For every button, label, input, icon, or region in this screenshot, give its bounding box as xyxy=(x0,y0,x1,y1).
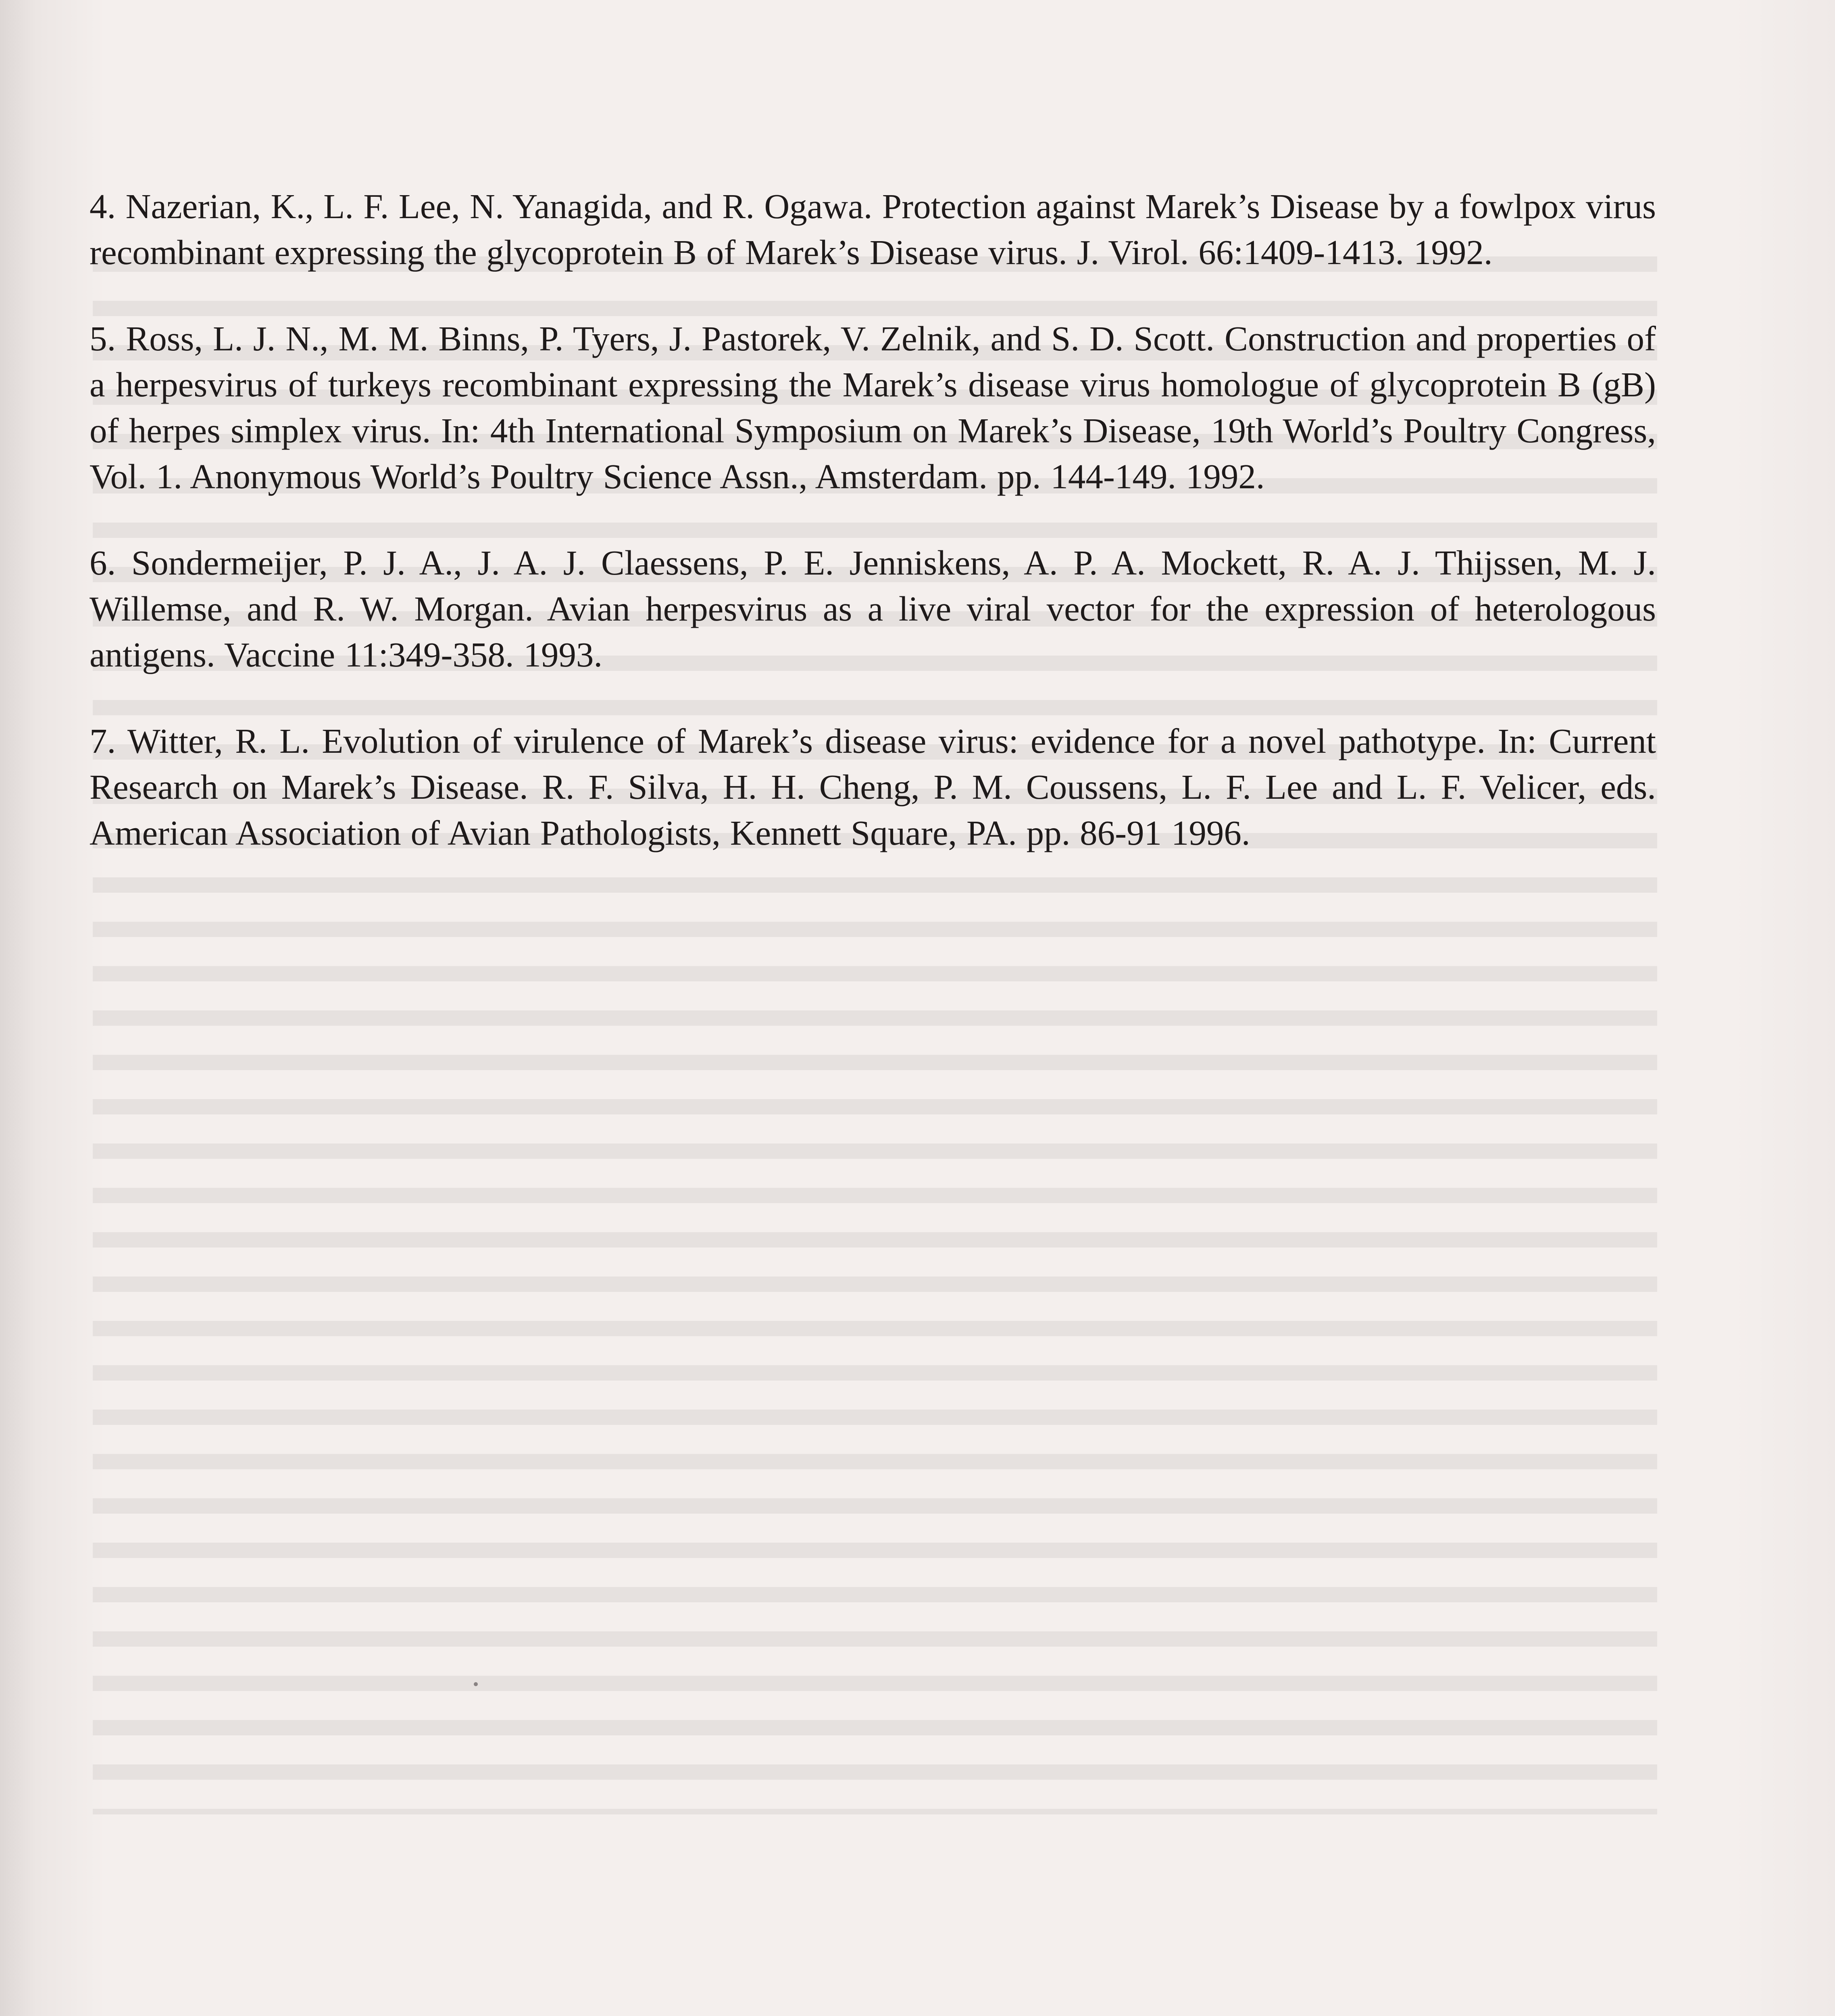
reference-item-6: 6. Sondermeijer, P. J. A., J. A. J. Claessens, P. E. Jenniskens, A. P. A. Mockett, R. A. J. Thijssen, M. J. Willemse, and R. W. Morgan. Avian herpesvirus as a live viral vector for the expression of heterologous antigens. Vaccine 11:349-358. 1993. xyxy=(90,543,1656,674)
reference-item-4: 4. Nazerian, K., L. F. Lee, N. Yanagida, and R. Ogawa. Protection against Marek’s Disease by a fowlpox virus recombinant expressing the glycoprotein B of Marek’s Disease virus. J. Virol. 66:1409-1413. 1992. xyxy=(90,187,1656,272)
reference-item-5: 5. Ross, L. J. N., M. M. Binns, P. Tyers, J. Pastorek, V. Zelnik, and S. D. Scott. Construction and properties of a herpesvirus of turkeys recombinant expressing the Marek’s disease virus homologue of glycoprotein B (gB) of herpes simplex virus. In: 4th International Symposium on Marek’s Disease, 19th World’s Poultry Congress, Vol. 1. Anonymous World’s Poultry Science Assn., Amsterdam. pp. 144-149. 1992. xyxy=(90,319,1656,496)
reference-list xyxy=(90,183,1656,856)
reference-item-7: 7. Witter, R. L. Evolution of virulence of Marek’s disease virus: evidence for a novel pathotype. In: Current Research on Marek’s Disease. R. F. Silva, H. H. Cheng, P. M. Coussens, L. F. Lee and L. F. Velicer, eds. American Association of Avian Pathologists, Kennett Square, PA. pp. 86-91 1996. xyxy=(90,721,1656,852)
ink-speck xyxy=(474,1682,478,1686)
